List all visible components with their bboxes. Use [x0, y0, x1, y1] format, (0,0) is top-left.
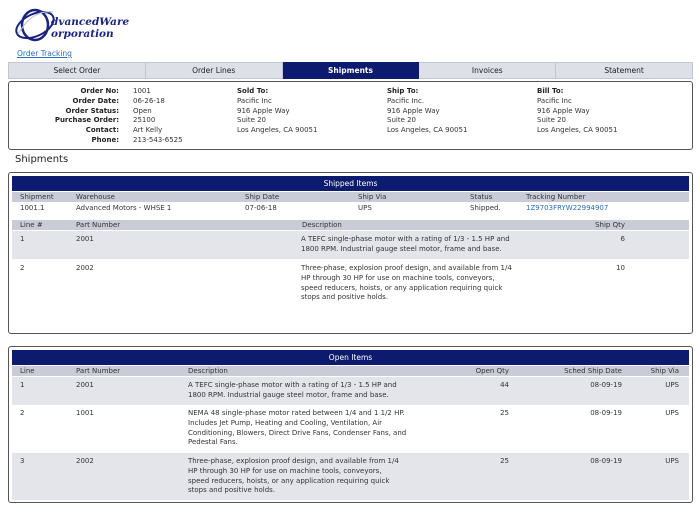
ship-to-address — [387, 87, 467, 136]
sold-to-address — [237, 87, 317, 136]
shipped-items-title: Shipped Items — [12, 176, 689, 191]
shipment-row — [12, 202, 689, 214]
shipment-status: Shipped. — [470, 204, 501, 212]
sched-ship-date: 08-09-19 — [590, 409, 622, 417]
bill-to-line: Suite 20 — [537, 116, 567, 125]
ship-via: UPS — [665, 457, 679, 465]
open-qty: 25 — [500, 409, 509, 417]
part-number: 2002 — [76, 457, 94, 465]
open-items-panel — [8, 346, 693, 503]
col-ship-via: Ship Via — [650, 367, 679, 375]
logo-text-line2: orporation — [51, 28, 114, 40]
phone-label: Phone: — [91, 135, 119, 144]
ship-to-line: Suite 20 — [387, 116, 417, 125]
col-part-number: Part Number — [76, 221, 121, 229]
col-description: Description — [302, 221, 342, 229]
col-shipment: Shipment — [20, 193, 54, 201]
open-header-row — [12, 366, 689, 376]
open-item-row — [12, 377, 689, 405]
order-date-value: 06-26-18 — [133, 96, 165, 105]
ship-to-line: Los Angeles, CA 90051 — [387, 126, 468, 135]
section-title: Shipments — [15, 154, 69, 165]
line-no: 1 — [20, 381, 25, 389]
bill-to-line: Los Angeles, CA 90051 — [537, 126, 618, 135]
main-tabs — [8, 62, 693, 79]
order-info-values — [133, 87, 183, 146]
col-open-qty: Open Qty — [475, 367, 509, 375]
line-no: 3 — [20, 457, 25, 465]
sold-to-line: Pacific Inc — [237, 96, 272, 105]
col-line-no: Line # — [20, 221, 43, 229]
item-description: Three-phase, explosion proof design, and available from 1/4 HP through 30 HP for use on machine tools, conveyors, speed reducers, hoists, or any application requiring quick stops and positive holds. — [188, 457, 399, 495]
ship-date: 07-06-18 — [245, 204, 277, 212]
ship-qty: 6 — [620, 235, 625, 243]
company-logo — [13, 4, 143, 46]
bill-to-address — [537, 87, 617, 136]
tab-statement[interactable]: Statement — [556, 62, 693, 79]
ship-via: UPS — [665, 381, 679, 389]
shipped-line-row — [12, 259, 689, 305]
phone-value: 213-543-6525 — [133, 135, 183, 144]
part-number: 1001 — [76, 409, 94, 417]
purchase-order-label: Purchase Order: — [54, 116, 119, 125]
order-no-label: Order No: — [80, 87, 119, 95]
col-ship-date: Ship Date — [245, 193, 280, 201]
shipment-header-row — [12, 192, 689, 202]
sched-ship-date: 08-09-19 — [590, 381, 622, 389]
col-line: Line — [20, 367, 35, 375]
ship-via: UPS — [358, 204, 372, 212]
part-number: 2002 — [76, 264, 94, 272]
shipped-items-panel — [8, 172, 693, 334]
sold-to-line: Suite 20 — [237, 116, 267, 125]
bill-to-line: 916 Apple Way — [537, 106, 590, 115]
open-qty: 44 — [500, 381, 509, 389]
col-description: Description — [188, 367, 228, 375]
tab-order-lines[interactable]: Order Lines — [146, 62, 283, 79]
part-number: 2001 — [76, 381, 94, 389]
col-warehouse: Warehouse — [76, 193, 115, 201]
line-description: Three-phase, explosion proof design, and available from 1/4 HP through 30 HP for use on machine tools, conveyors, speed reducers, hoists, or any application requiring quick stops and positive holds. — [301, 264, 512, 302]
tab-select-order[interactable]: Select Order — [8, 62, 146, 79]
item-description: NEMA 48 single-phase motor rated between 1/4 and 1 1/2 HP. Includes Jet Pump, Heating and Cooling, Ventilation, Air Conditioning, Blowers, Direct Drive Fans, Condenser Fans, and Pedestal Fans. — [188, 409, 407, 447]
sched-ship-date: 08-09-19 — [590, 457, 622, 465]
ship-to-title: Ship To: — [387, 87, 419, 95]
ship-to-line: 916 Apple Way — [387, 106, 440, 115]
breadcrumb-order-tracking[interactable]: Order Tracking — [17, 49, 72, 58]
sold-to-line: Los Angeles, CA 90051 — [237, 126, 318, 135]
ship-to-line: Pacific Inc. — [387, 96, 425, 105]
col-sched-ship-date: Sched Ship Date — [564, 367, 622, 375]
order-info-panel — [8, 81, 693, 150]
order-no-value: 1001 — [133, 87, 151, 95]
logo-text-line1: dvancedWare — [51, 16, 130, 28]
contact-value: Art Kelly — [133, 126, 163, 135]
open-qty: 25 — [500, 457, 509, 465]
ship-via: UPS — [665, 409, 679, 417]
warehouse: Advanced Motors - WHSE 1 — [76, 204, 172, 212]
col-status: Status — [470, 193, 493, 201]
shipped-line-row — [12, 231, 689, 259]
item-description: A TEFC single-phase motor with a rating of 1/3 - 1.5 HP and 1800 RPM. Industrial gauge steel motor, frame and base. — [188, 381, 397, 399]
tracking-number-link[interactable]: 1Z9703FRYW22994907 — [526, 204, 609, 212]
order-info-labels — [9, 87, 119, 146]
line-no: 2 — [20, 264, 25, 272]
contact-label: Contact: — [85, 126, 119, 135]
line-no: 1 — [20, 235, 25, 243]
line-header-row — [12, 220, 689, 230]
col-tracking-number: Tracking Number — [526, 193, 586, 201]
open-items-title: Open Items — [12, 350, 689, 365]
bill-to-title: Bill To: — [537, 87, 564, 95]
open-item-row — [12, 405, 689, 453]
part-number: 2001 — [76, 235, 94, 243]
ship-qty: 10 — [616, 264, 625, 272]
tab-invoices[interactable]: Invoices — [419, 62, 556, 79]
purchase-order-value: 25100 — [133, 116, 156, 125]
col-ship-qty: Ship Qty — [595, 221, 625, 229]
order-status-value: Open — [133, 106, 152, 115]
bill-to-line: Pacific Inc — [537, 96, 572, 105]
order-date-label: Order Date: — [72, 96, 119, 105]
col-part-number: Part Number — [76, 367, 121, 375]
shipment-id: 1001.1 — [20, 204, 45, 212]
order-status-label: Order Status: — [65, 106, 119, 115]
tab-shipments[interactable]: Shipments — [283, 62, 420, 79]
line-description: A TEFC single-phase motor with a rating of 1/3 - 1.5 HP and 1800 RPM. Industrial gauge steel motor, frame and base. — [301, 235, 510, 253]
sold-to-title: Sold To: — [237, 87, 269, 95]
open-item-row — [12, 453, 689, 500]
col-ship-via: Ship Via — [358, 193, 387, 201]
line-no: 2 — [20, 409, 25, 417]
sold-to-line: 916 Apple Way — [237, 106, 290, 115]
